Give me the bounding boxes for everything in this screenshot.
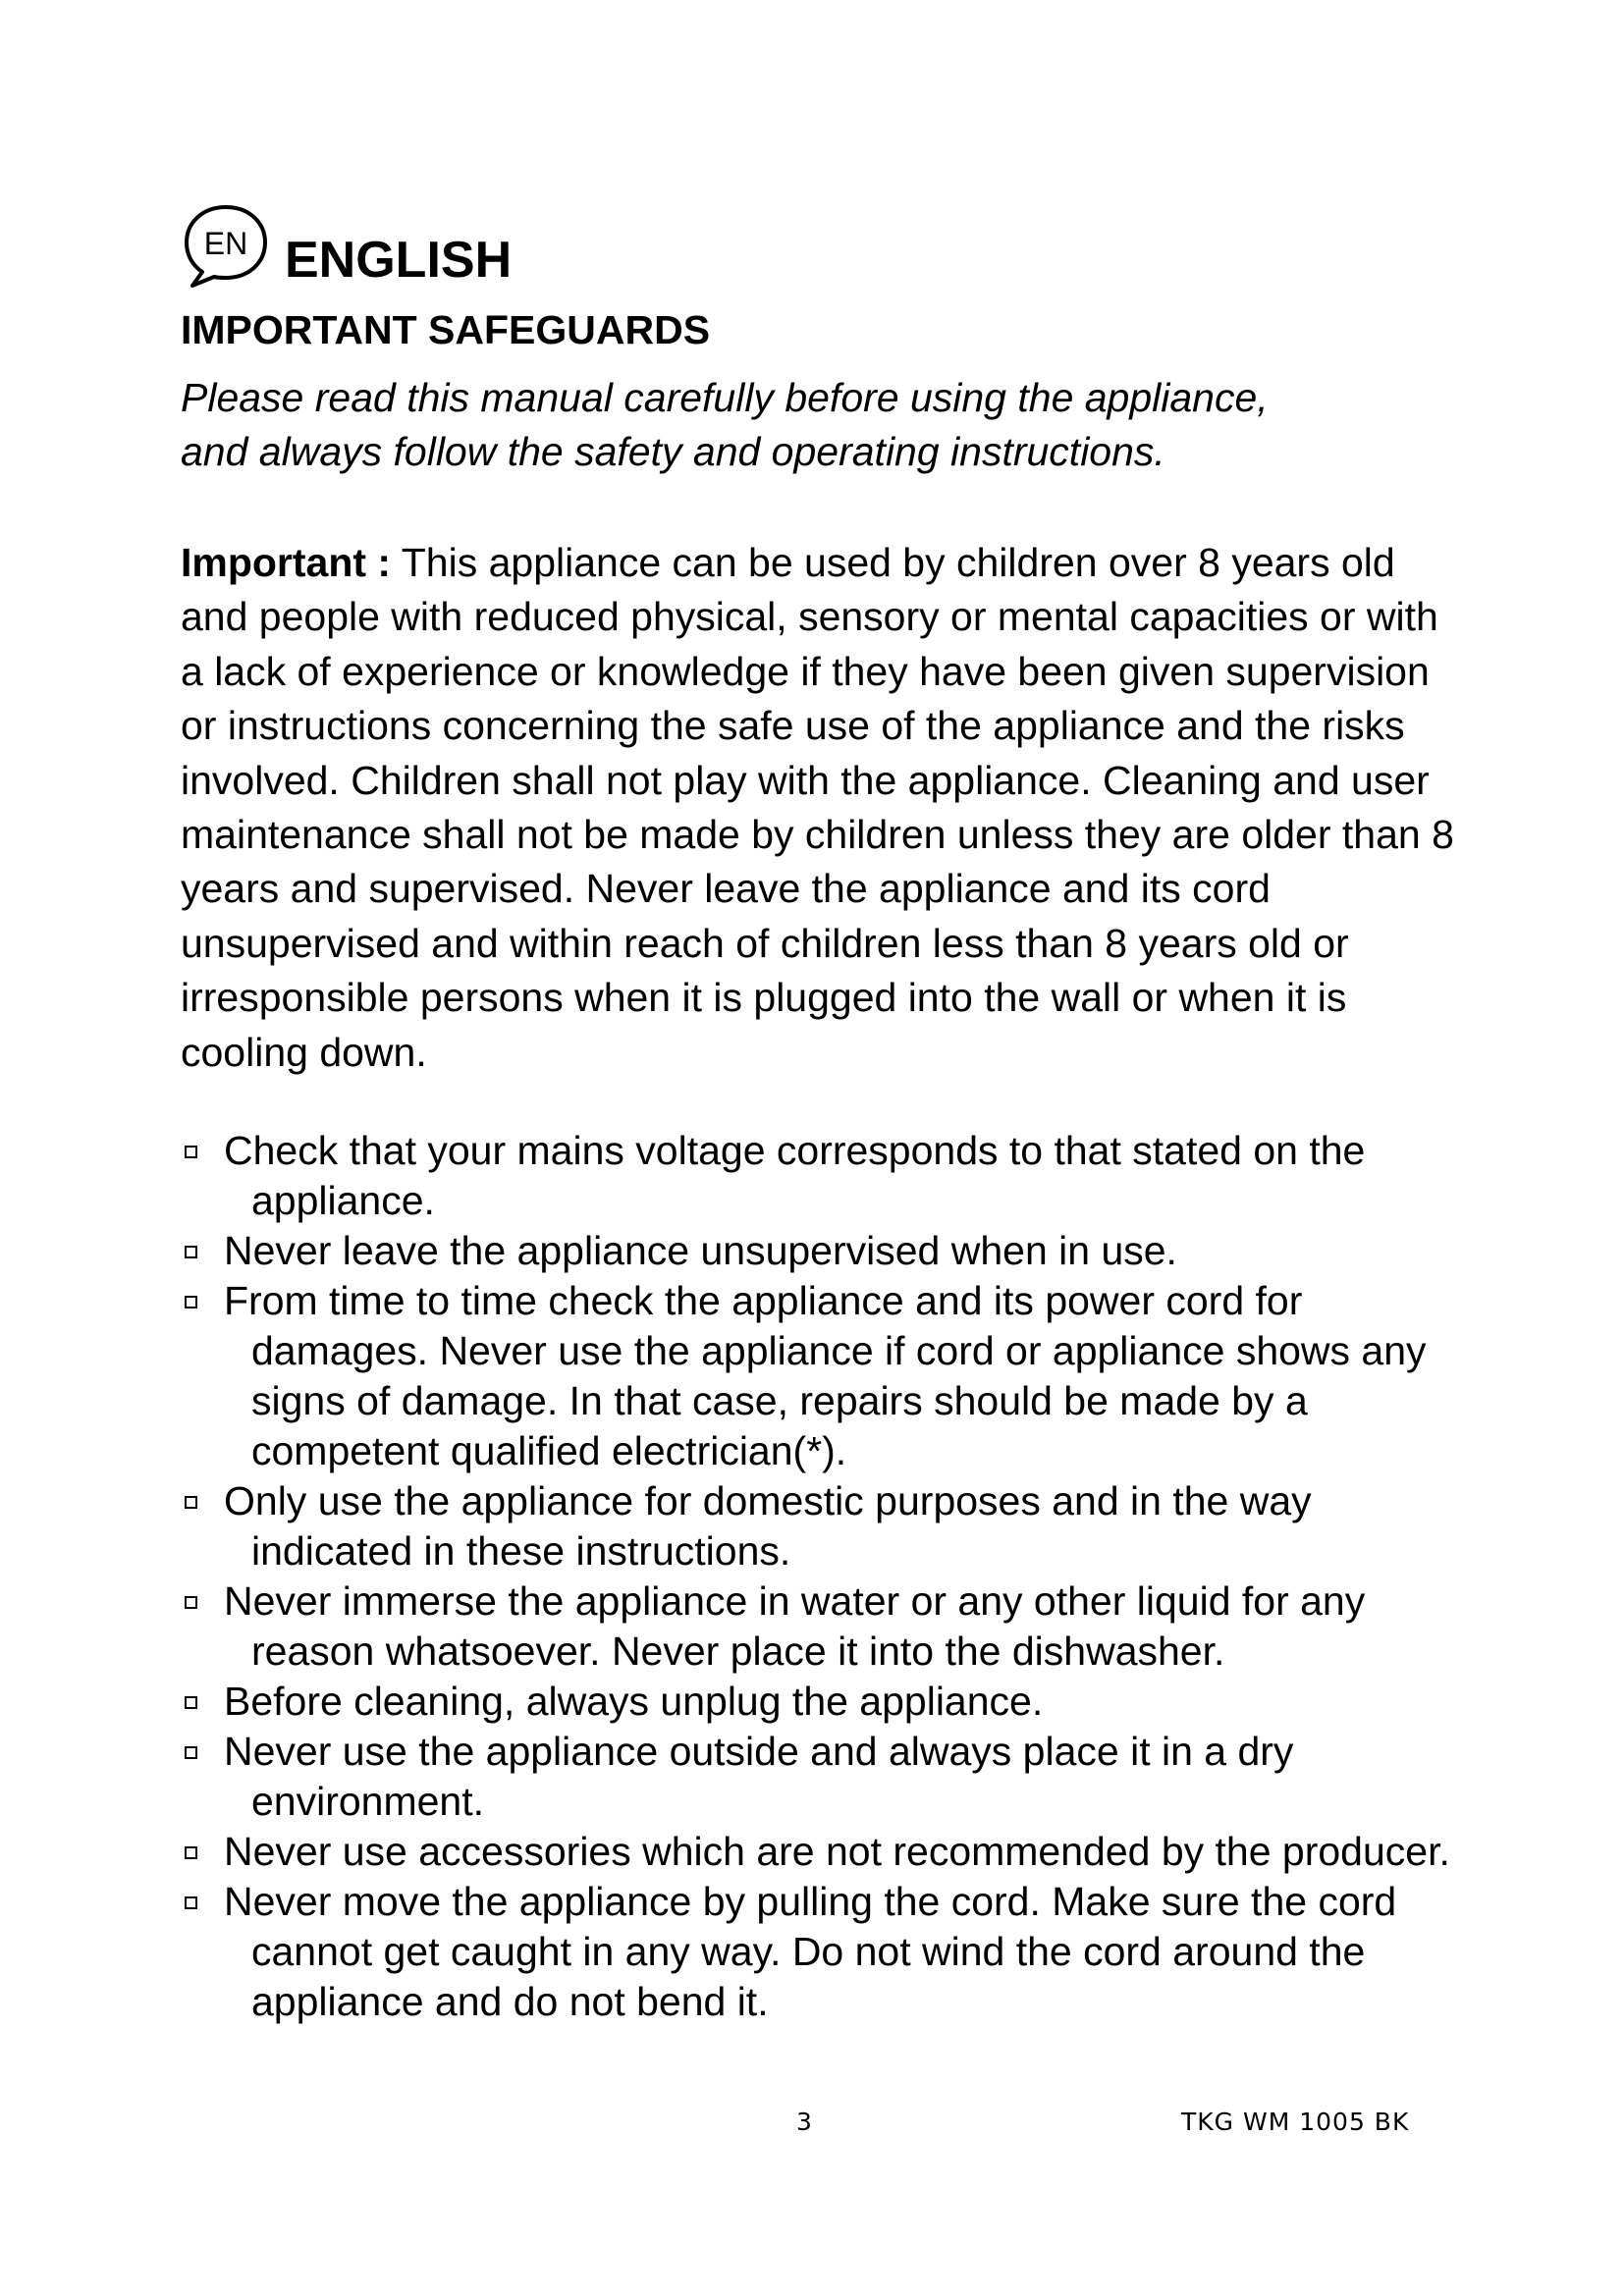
language-header (179, 201, 512, 292)
safety-bullet-item (181, 1126, 1467, 1226)
checkbox-bullet-icon (185, 1746, 197, 1759)
intro-line-1: Please read this manual carefully before using the appliance, (181, 375, 1269, 420)
bullet-text: Never use accessories which are not recommended by the producer. (224, 1829, 1450, 1874)
safety-bullet-item (181, 1677, 1467, 1727)
language-title: ENGLISH (285, 232, 513, 289)
bullet-text: Never leave the appliance unsupervised when in use. (224, 1228, 1177, 1273)
bullet-text: Before cleaning, always unplug the appliance. (224, 1679, 1044, 1724)
checkbox-bullet-icon (185, 1296, 197, 1308)
bullet-text: Never immerse the appliance in water or any other liquid for any reason whatsoever. Never place it into the dishwasher. (224, 1578, 1366, 1674)
checkbox-bullet-icon (185, 1696, 197, 1709)
safety-bullet-item (181, 1877, 1467, 2027)
intro-line-2: and always follow the safety and operating instructions. (181, 429, 1165, 474)
checkbox-bullet-icon (185, 1896, 197, 1909)
checkbox-bullet-icon (185, 1496, 197, 1509)
safety-bullet-item (181, 1476, 1467, 1576)
icon-label: EN (203, 226, 248, 261)
section-title: IMPORTANT SAFEGUARDS (181, 307, 711, 352)
important-label: Important : (181, 540, 392, 585)
model-number: TKG WM 1005 BK (1181, 2108, 1410, 2136)
safety-bullet-item (181, 1827, 1467, 1877)
intro-text (181, 371, 1457, 479)
safety-bullet-list (181, 1126, 1467, 2027)
checkbox-bullet-icon (185, 1846, 197, 1859)
safety-bullet-item (181, 1276, 1467, 1476)
bullet-text: From time to time check the appliance and its power cord for damages. Never use the appliance if cord or appliance shows any signs of damage. In that case, repairs should be made by a competent qualified electrician(*). (224, 1278, 1427, 1473)
bullet-text: Never use the appliance outside and always place it in a dry environment. (224, 1729, 1294, 1824)
checkbox-bullet-icon (185, 1246, 197, 1258)
bullet-text: Check that your mains voltage corresponds to that stated on the appliance. (224, 1128, 1366, 1223)
important-paragraph (181, 536, 1457, 1080)
bullet-text: Only use the appliance for domestic purposes and in the way indicated in these instructions. (224, 1478, 1312, 1574)
checkbox-bullet-icon (185, 1596, 197, 1609)
page-number: 3 (796, 2108, 812, 2136)
safety-bullet-item (181, 1576, 1467, 1677)
speech-bubble-icon (179, 201, 273, 292)
checkbox-bullet-icon (185, 1146, 197, 1158)
important-text: This appliance can be used by children over 8 years old and people with reduced physical, sensory or mental capacities or with a lack of experience or knowledge if they have been given supervision or instructions concerning the safe use of the appliance and the risks involved. Children shall not play with the appliance. Cleaning and user maintenance shall not be made by children unless they are older than 8 years and supervised. Never leave the appliance and its cord unsupervised and within reach of children less than 8 years old or irresponsible persons when it is plugged into the wall or when it is cooling down. (181, 540, 1454, 1075)
bullet-text: Never move the appliance by pulling the cord. Make sure the cord cannot get caught in any way. Do not wind the cord around the appliance and do not bend it. (224, 1879, 1397, 2024)
safety-bullet-item (181, 1727, 1467, 1827)
safety-bullet-item (181, 1226, 1467, 1276)
